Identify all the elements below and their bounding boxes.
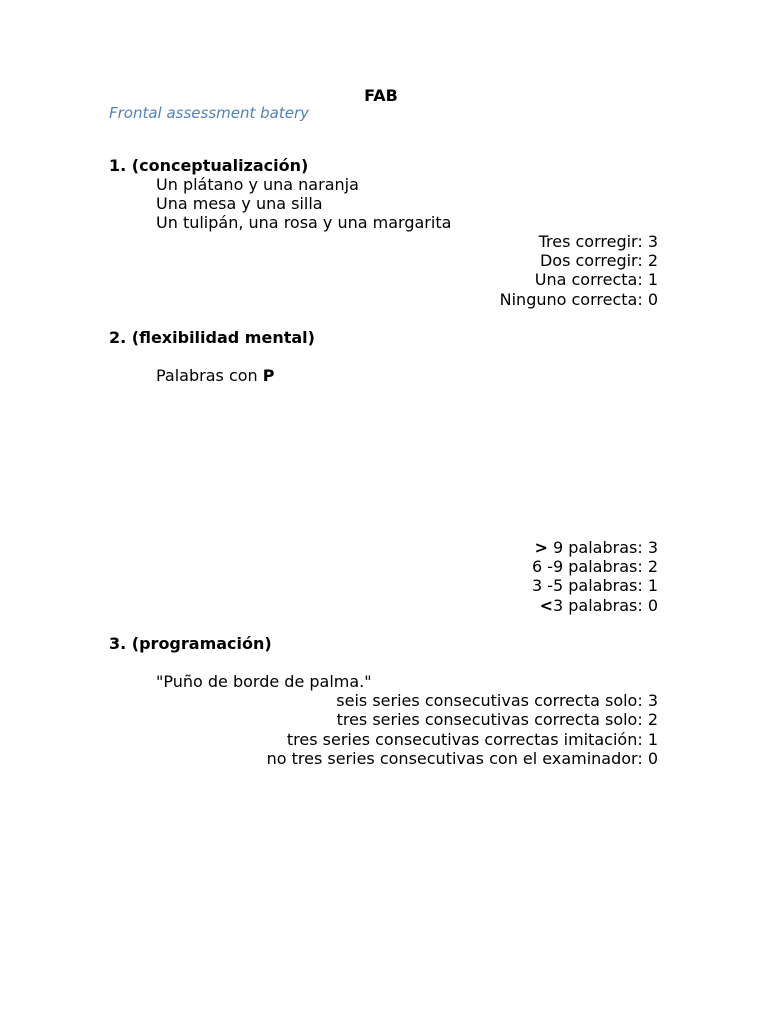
section-2-score bbox=[535, 538, 659, 557]
section-2-heading: 2. (flexibilidad mental) bbox=[109, 328, 315, 347]
document-title-text: FAB bbox=[364, 86, 398, 105]
section-1-heading: 1. (conceptualización) bbox=[109, 156, 309, 175]
document-title bbox=[0, 86, 768, 105]
section-2-score bbox=[532, 576, 658, 595]
section-1-score: Ninguno correcta: 0 bbox=[499, 290, 658, 309]
document-subtitle: Frontal assessment batery bbox=[109, 104, 310, 122]
score-symbol: < bbox=[539, 596, 553, 615]
section-2-instruction-letter: P bbox=[262, 366, 275, 385]
section-2-instruction bbox=[156, 366, 275, 385]
score-text: 6 -9 palabras: 2 bbox=[531, 557, 658, 576]
section-3-score: tres series consecutivas correctas imitación: 1 bbox=[286, 730, 658, 749]
section-3-score: tres series consecutivas correcta solo: 2 bbox=[336, 710, 658, 729]
section-3-heading: 3. (programación) bbox=[109, 634, 272, 653]
score-text: 3 palabras: 0 bbox=[552, 596, 658, 615]
section-3-score: no tres series consecutivas con el examinador: 0 bbox=[266, 749, 658, 768]
section-3-instruction: "Puño de borde de palma." bbox=[156, 672, 372, 691]
section-1-item: Una mesa y una silla bbox=[156, 194, 323, 213]
section-2-score bbox=[540, 596, 658, 615]
section-1-score: Una correcta: 1 bbox=[534, 270, 658, 289]
score-text: 9 palabras: 3 bbox=[547, 538, 658, 557]
section-1-item: Un tulipán, una rosa y una margarita bbox=[156, 213, 452, 232]
section-2-score bbox=[532, 557, 658, 576]
score-symbol: > bbox=[534, 538, 548, 557]
score-text: 3 -5 palabras: 1 bbox=[531, 576, 658, 595]
section-1-score: Dos corregir: 2 bbox=[539, 251, 658, 270]
section-3-score: seis series consecutivas correcta solo: 3 bbox=[336, 691, 658, 710]
section-1-item: Un plátano y una naranja bbox=[156, 175, 359, 194]
section-2-instruction-text: Palabras con bbox=[156, 366, 263, 385]
section-1-score: Tres corregir: 3 bbox=[538, 232, 658, 251]
